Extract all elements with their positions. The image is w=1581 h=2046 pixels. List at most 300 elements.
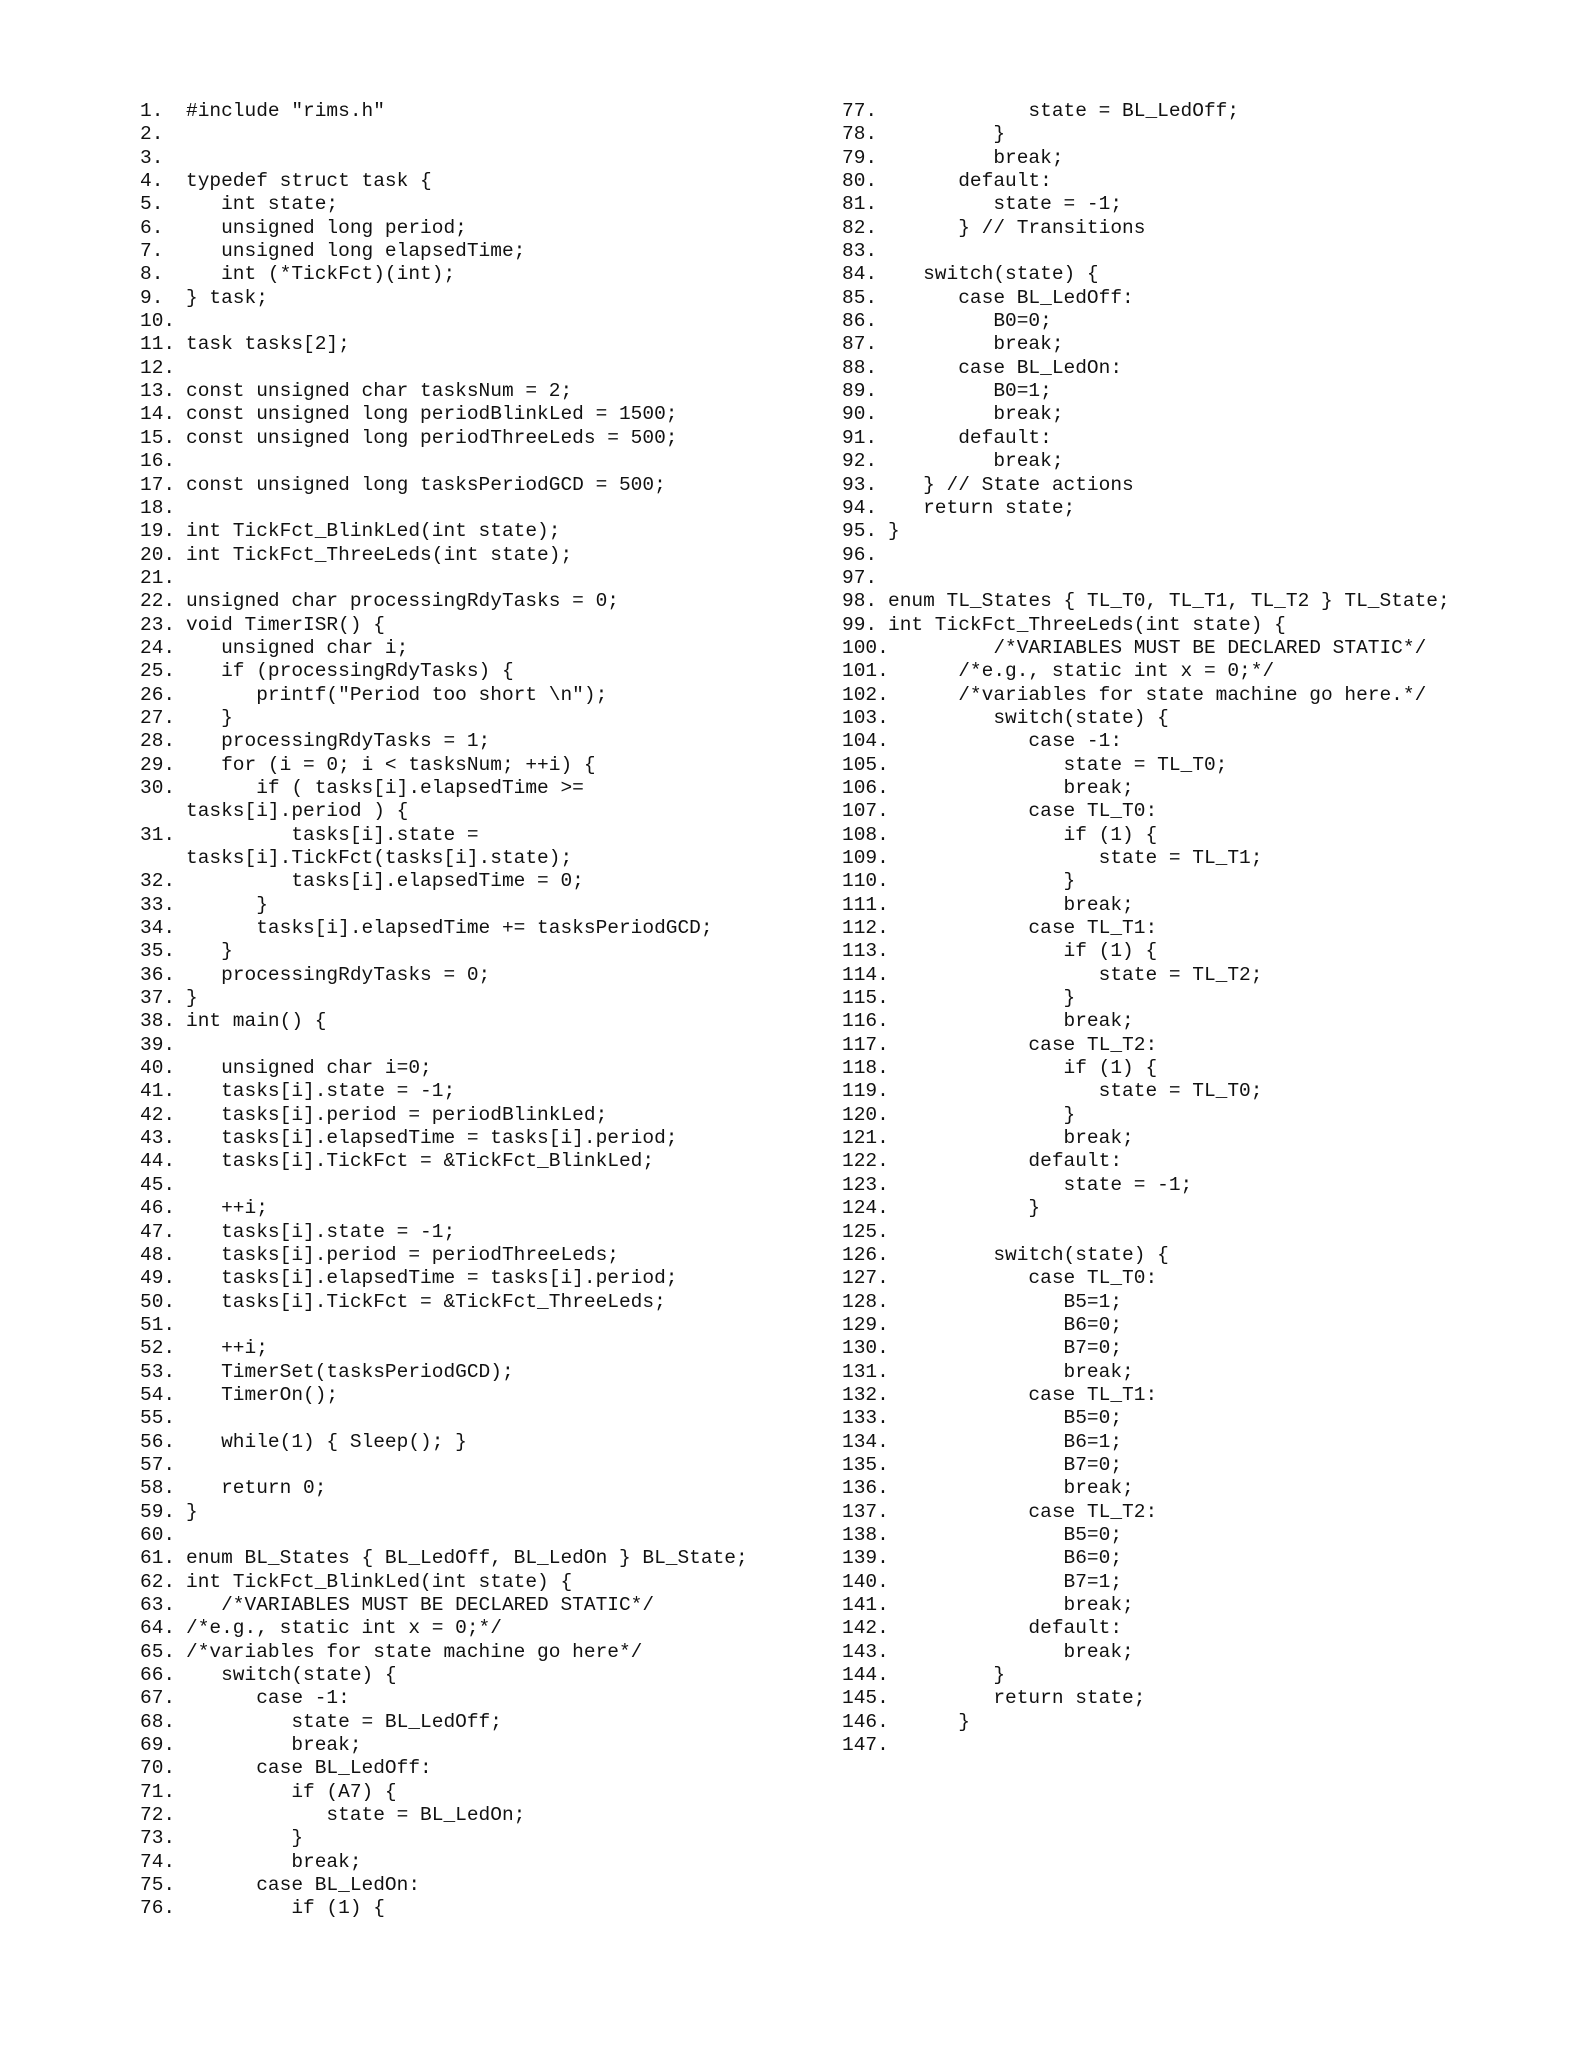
code-line-text: break; (888, 403, 1064, 426)
line-number: 17. (140, 473, 176, 496)
code-line (842, 730, 1492, 753)
code-line (140, 1594, 830, 1617)
code-line-text: case BL_LedOn: (888, 356, 1123, 379)
line-number: 105. (842, 753, 889, 776)
code-line (842, 147, 1492, 170)
line-number: 117. (842, 1033, 889, 1056)
code-line (140, 1197, 830, 1220)
code-line (140, 707, 830, 730)
line-number: 46. (140, 1197, 176, 1220)
code-line-text: state = BL_LedOff; (186, 1710, 502, 1733)
code-line (842, 544, 1492, 567)
code-line-text: case -1: (888, 730, 1123, 753)
code-line (842, 894, 1492, 917)
code-line-text: B5=0; (888, 1407, 1123, 1430)
code-line-text: processingRdyTasks = 0; (186, 963, 491, 986)
line-number: 141. (842, 1594, 889, 1616)
line-number: 133. (842, 1407, 889, 1430)
code-line (140, 1781, 830, 1804)
code-line-text: unsigned char i=0; (186, 1057, 432, 1080)
line-number: 50. (140, 1290, 176, 1313)
code-line-text: ++i; (186, 1197, 268, 1220)
code-line-text: } task; (186, 286, 268, 309)
code-line-text: tasks[i].elapsedTime = 0; (186, 870, 584, 893)
code-line-text: B5=1; (888, 1290, 1123, 1313)
line-number: 53. (140, 1360, 176, 1383)
line-number: 27. (140, 706, 176, 729)
line-number: 72. (140, 1804, 176, 1827)
line-number: 96. (842, 543, 878, 566)
code-line (140, 1641, 830, 1664)
line-number: 126. (842, 1243, 889, 1266)
line-number: 90. (842, 403, 878, 426)
code-line-text: B6=1; (888, 1430, 1123, 1453)
code-line (140, 1757, 830, 1780)
line-number: 75. (140, 1874, 176, 1897)
line-number: 52. (140, 1337, 176, 1360)
line-number: 30. (140, 776, 176, 799)
line-number: 1. (140, 100, 164, 122)
line-number: 84. (842, 263, 878, 286)
code-line-text: task tasks[2]; (186, 333, 350, 356)
code-line-text: } (888, 1710, 970, 1733)
code-line (842, 1594, 1492, 1617)
line-number: 107. (842, 800, 889, 823)
code-line-text: B7=0; (888, 1337, 1123, 1360)
code-line-text: break; (888, 1010, 1134, 1033)
line-number: 59. (140, 1500, 176, 1523)
code-line (140, 1664, 830, 1687)
code-line-text: return state; (888, 496, 1076, 519)
code-line-text: break; (888, 893, 1134, 916)
code-line (842, 1174, 1492, 1197)
code-line (140, 450, 830, 473)
line-number: 114. (842, 963, 889, 986)
line-number: 140. (842, 1570, 889, 1593)
line-number: 35. (140, 940, 176, 963)
code-line-text: default: (888, 426, 1052, 449)
code-line-text: unsigned char processingRdyTasks = 0; (186, 590, 619, 613)
code-line (140, 567, 830, 590)
code-line-text: break; (888, 1594, 1134, 1616)
code-line (842, 1010, 1492, 1033)
line-number: 70. (140, 1757, 176, 1780)
code-line-text: break; (888, 1477, 1134, 1500)
line-number: 80. (842, 170, 878, 193)
code-line (842, 310, 1492, 333)
line-number: 77. (842, 100, 878, 122)
code-line (842, 1150, 1492, 1173)
code-line (140, 894, 830, 917)
line-number: 12. (140, 356, 176, 379)
code-line-text: } (888, 1197, 1041, 1220)
code-line (140, 1431, 830, 1454)
line-number: 29. (140, 753, 176, 776)
code-line-text: } (888, 520, 900, 543)
line-number: 116. (842, 1010, 889, 1033)
code-column-left (140, 100, 830, 1921)
code-line-text: case BL_LedOff: (888, 286, 1134, 309)
line-number: 24. (140, 636, 176, 659)
line-number: 66. (140, 1664, 176, 1687)
code-line (140, 310, 830, 333)
code-line (140, 380, 830, 403)
code-line (140, 217, 830, 240)
line-number: 92. (842, 450, 878, 473)
code-line-text: /*e.g., static int x = 0;*/ (888, 660, 1275, 683)
line-number: 15. (140, 426, 176, 449)
line-number: 47. (140, 1220, 176, 1243)
code-line-text: B6=0; (888, 1313, 1123, 1336)
code-line-text: void TimerISR() { (186, 613, 385, 636)
code-line (842, 847, 1492, 870)
code-line-text: break; (888, 1640, 1134, 1663)
line-number: 86. (842, 310, 878, 333)
code-line-text: typedef struct task { (186, 170, 432, 193)
code-line (842, 1080, 1492, 1103)
code-line-text: #include "rims.h" (186, 100, 385, 122)
line-number: 122. (842, 1150, 889, 1173)
line-number: 10. (140, 310, 176, 333)
code-line-text: default: (888, 1150, 1123, 1173)
code-line-text: if (1) { (888, 940, 1158, 963)
line-number: 40. (140, 1057, 176, 1080)
code-line (842, 917, 1492, 940)
line-number: 99. (842, 613, 878, 636)
code-line-text: case BL_LedOn: (186, 1874, 421, 1897)
line-number: 147. (842, 1734, 889, 1757)
code-line-text: tasks[i].TickFct = &TickFct_ThreeLeds; (186, 1290, 666, 1313)
line-number: 87. (842, 333, 878, 356)
line-number: 14. (140, 403, 176, 426)
code-line (842, 940, 1492, 963)
code-line-text: break; (888, 1360, 1134, 1383)
code-line (140, 1057, 830, 1080)
code-line (140, 1034, 830, 1057)
line-number: 38. (140, 1010, 176, 1033)
code-line (842, 170, 1492, 193)
code-line (140, 1407, 830, 1430)
code-line (842, 357, 1492, 380)
code-line (842, 754, 1492, 777)
code-line (842, 520, 1492, 543)
line-number: 135. (842, 1453, 889, 1476)
line-number: 18. (140, 496, 176, 519)
code-line (842, 1664, 1492, 1687)
code-line-text: break; (888, 146, 1064, 169)
code-line (140, 1827, 830, 1850)
line-number: 81. (842, 193, 878, 216)
code-line-text: tasks[i].TickFct(tasks[i].state); (186, 847, 573, 869)
code-line-text: break; (888, 450, 1064, 473)
line-number: 51. (140, 1313, 176, 1336)
line-number: 78. (842, 123, 878, 146)
code-line (140, 147, 830, 170)
code-line (842, 684, 1492, 707)
code-line (140, 1571, 830, 1594)
code-line-text: tasks[i].elapsedTime += tasksPeriodGCD; (186, 917, 713, 940)
line-number: 71. (140, 1780, 176, 1803)
code-line (140, 1174, 830, 1197)
code-line (140, 1337, 830, 1360)
line-number: 73. (140, 1827, 176, 1850)
line-number: 3. (140, 146, 164, 169)
code-line (140, 777, 830, 800)
code-line (842, 287, 1492, 310)
code-line-text: ++i; (186, 1337, 268, 1360)
line-number: 19. (140, 520, 176, 543)
code-line-text: B5=0; (888, 1523, 1123, 1546)
code-line (842, 1407, 1492, 1430)
code-line (842, 1197, 1492, 1220)
code-line-text: case BL_LedOff: (186, 1757, 432, 1780)
code-line (140, 357, 830, 380)
code-line (140, 240, 830, 263)
line-number: 118. (842, 1057, 889, 1080)
code-line-text: B0=1; (888, 380, 1052, 403)
line-number: 142. (842, 1617, 889, 1640)
code-line-text: } (888, 987, 1076, 1010)
line-number: 43. (140, 1127, 176, 1150)
code-line-text: state = BL_LedOn; (186, 1804, 526, 1827)
code-line-text: } // State actions (888, 473, 1134, 496)
code-line (140, 1501, 830, 1524)
line-number: 98. (842, 590, 878, 613)
code-line (140, 1617, 830, 1640)
code-line (140, 1010, 830, 1033)
line-number: 89. (842, 380, 878, 403)
code-line (140, 333, 830, 356)
line-number: 64. (140, 1617, 176, 1640)
line-number: 5. (140, 193, 164, 216)
line-number: 11. (140, 333, 176, 356)
code-line (842, 1314, 1492, 1337)
code-line-text: default: (888, 170, 1052, 193)
code-line (140, 730, 830, 753)
code-line-text: int state; (186, 193, 339, 216)
code-line-text: break; (888, 1127, 1134, 1150)
code-line-text: int (*TickFct)(int); (186, 263, 456, 286)
line-number: 13. (140, 380, 176, 403)
code-line-text: if (1) { (888, 823, 1158, 846)
line-number: 136. (842, 1477, 889, 1500)
line-number: 48. (140, 1243, 176, 1266)
code-line-text: int TickFct_BlinkLed(int state); (186, 520, 561, 543)
line-number: 132. (842, 1383, 889, 1406)
code-line (842, 474, 1492, 497)
line-number: 113. (842, 940, 889, 963)
code-line (140, 800, 830, 823)
line-number: 125. (842, 1220, 889, 1243)
code-line (842, 707, 1492, 730)
line-number: 145. (842, 1687, 889, 1710)
code-line-text: /*variables for state machine go here*/ (186, 1640, 643, 1663)
code-line-text: enum TL_States { TL_T0, TL_T1, TL_T2 } TL_State; (888, 590, 1450, 613)
line-number: 104. (842, 730, 889, 753)
code-line-text: break; (888, 776, 1134, 799)
line-number: 115. (842, 987, 889, 1010)
line-number: 144. (842, 1664, 889, 1687)
code-line (140, 660, 830, 683)
code-line (140, 1851, 830, 1874)
code-line (842, 1057, 1492, 1080)
code-line (140, 497, 830, 520)
code-line-text: } (186, 1827, 304, 1850)
code-line (140, 1361, 830, 1384)
code-line (140, 520, 830, 543)
line-number: 36. (140, 963, 176, 986)
code-line (140, 1547, 830, 1570)
code-line (842, 1641, 1492, 1664)
code-line-text: tasks[i].period ) { (186, 800, 409, 823)
line-number: 106. (842, 776, 889, 799)
code-line-text: case TL_T0: (888, 800, 1158, 823)
line-number: 74. (140, 1850, 176, 1873)
line-number: 95. (842, 520, 878, 543)
line-number: 45. (140, 1173, 176, 1196)
line-number: 124. (842, 1197, 889, 1220)
line-number: 128. (842, 1290, 889, 1313)
code-line (140, 1150, 830, 1173)
code-line (140, 754, 830, 777)
code-line-text: if ( tasks[i].elapsedTime >= (186, 776, 584, 799)
code-line-text: TimerOn(); (186, 1383, 339, 1406)
code-line (842, 1221, 1492, 1244)
line-number: 123. (842, 1173, 889, 1196)
line-number: 6. (140, 216, 164, 239)
code-line-text: state = TL_T2; (888, 963, 1263, 986)
code-line-text: break; (186, 1850, 362, 1873)
code-line-text: return 0; (186, 1477, 327, 1500)
code-line-text: } (186, 1500, 198, 1523)
code-line-text: case TL_T2: (888, 1033, 1158, 1056)
code-line-text: default: (888, 1617, 1123, 1640)
code-line-text: } (888, 123, 1006, 146)
code-line (842, 240, 1492, 263)
code-line (842, 1361, 1492, 1384)
line-number: 60. (140, 1523, 176, 1546)
code-line (842, 637, 1492, 660)
code-line (842, 614, 1492, 637)
code-line-text: } (186, 987, 198, 1010)
code-line (842, 497, 1492, 520)
line-number: 85. (842, 286, 878, 309)
code-line-text: state = TL_T0; (888, 1080, 1263, 1103)
code-line (140, 1804, 830, 1827)
code-line (842, 193, 1492, 216)
line-number: 4. (140, 170, 164, 193)
code-line (140, 1687, 830, 1710)
line-number: 94. (842, 496, 878, 519)
code-line-text: B0=0; (888, 310, 1052, 333)
line-number: 32. (140, 870, 176, 893)
code-line-text: unsigned char i; (186, 636, 409, 659)
code-line-text: break; (888, 333, 1064, 356)
line-number: 23. (140, 613, 176, 636)
line-number: 146. (842, 1710, 889, 1733)
line-number: 39. (140, 1033, 176, 1056)
line-number: 67. (140, 1687, 176, 1710)
code-line-text: } (186, 940, 233, 963)
code-line-text: switch(state) { (888, 1243, 1169, 1266)
code-line (140, 917, 830, 940)
code-line (842, 1454, 1492, 1477)
line-number: 26. (140, 683, 176, 706)
code-line-text: case TL_T2: (888, 1500, 1158, 1523)
code-line-text: B7=1; (888, 1570, 1123, 1593)
code-line-text: } (186, 706, 233, 729)
line-number: 8. (140, 263, 164, 286)
line-number: 25. (140, 660, 176, 683)
code-line-text: int TickFct_ThreeLeds(int state) { (888, 613, 1286, 636)
line-number: 2. (140, 123, 164, 146)
code-line-text: /*VARIABLES MUST BE DECLARED STATIC*/ (888, 636, 1427, 659)
line-number: 130. (842, 1337, 889, 1360)
code-line (842, 1734, 1492, 1757)
line-number: 69. (140, 1734, 176, 1757)
line-number: 91. (842, 426, 878, 449)
code-line-text: } // Transitions (888, 216, 1146, 239)
code-line (842, 450, 1492, 473)
code-line (842, 1267, 1492, 1290)
code-line (842, 1244, 1492, 1267)
code-line (842, 263, 1492, 286)
line-number: 37. (140, 987, 176, 1010)
line-number: 7. (140, 240, 164, 263)
code-line (140, 427, 830, 450)
line-number: 83. (842, 240, 878, 263)
code-line (140, 1384, 830, 1407)
code-line-text: state = TL_T0; (888, 753, 1228, 776)
code-line-text: state = -1; (888, 193, 1123, 216)
code-line (140, 1080, 830, 1103)
code-line (842, 1547, 1492, 1570)
code-line (140, 1734, 830, 1757)
code-line (140, 170, 830, 193)
code-line-text: if (processingRdyTasks) { (186, 660, 514, 683)
line-number: 108. (842, 823, 889, 846)
code-line (842, 964, 1492, 987)
code-line-text: tasks[i].elapsedTime = tasks[i].period; (186, 1127, 678, 1150)
line-number: 33. (140, 893, 176, 916)
code-line-text: /*VARIABLES MUST BE DECLARED STATIC*/ (186, 1594, 655, 1616)
code-line-text: return state; (888, 1687, 1146, 1710)
code-line (140, 1314, 830, 1337)
line-number: 20. (140, 543, 176, 566)
line-number: 16. (140, 450, 176, 473)
code-line (140, 824, 830, 847)
code-line (842, 1431, 1492, 1454)
code-line-text: case TL_T1: (888, 917, 1158, 940)
line-number: 65. (140, 1640, 176, 1663)
line-number: 76. (140, 1897, 176, 1920)
code-line (140, 1244, 830, 1267)
code-line (842, 987, 1492, 1010)
line-number: 109. (842, 847, 889, 869)
code-line-text: if (1) { (186, 1897, 385, 1920)
code-line-text: tasks[i].state = (186, 823, 479, 846)
code-line (140, 1267, 830, 1290)
code-line (140, 403, 830, 426)
line-number: 58. (140, 1477, 176, 1500)
line-number: 129. (842, 1313, 889, 1336)
code-line-text: const unsigned long periodBlinkLed = 1500; (186, 403, 678, 426)
code-line-text: tasks[i].period = periodBlinkLed; (186, 1103, 608, 1126)
code-line (140, 1127, 830, 1150)
line-number: 127. (842, 1267, 889, 1290)
code-line (842, 1711, 1492, 1734)
code-line-text: const unsigned char tasksNum = 2; (186, 380, 573, 403)
